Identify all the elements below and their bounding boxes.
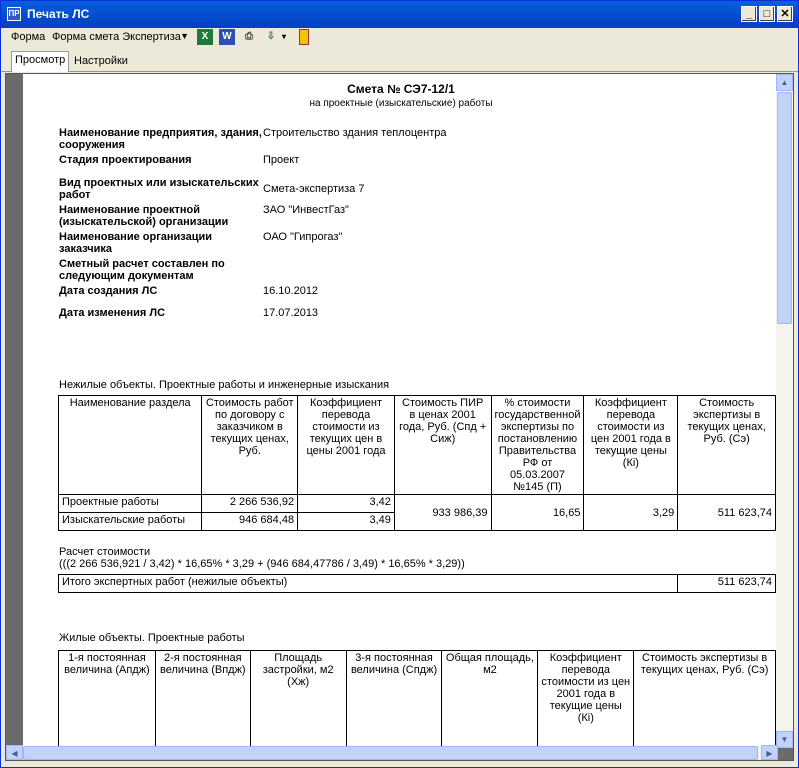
excel-icon[interactable]: X [197, 29, 213, 45]
total-table [58, 574, 776, 593]
nonresidential-table [58, 395, 776, 531]
col-header: Общая площадь, м2 [442, 651, 538, 749]
exit-icon[interactable] [299, 29, 309, 45]
scroll-left-icon[interactable]: ◀ [6, 745, 23, 760]
field-label-stage: Стадия проектирования [59, 154, 192, 166]
row-cost: 946 684,48 [202, 513, 298, 531]
field-value-customer: ОАО "Гипрогаз" [263, 231, 343, 243]
col-header: 2-я постоянная величина (Впдж) [155, 651, 250, 749]
field-value-designer: ЗАО "ИнвестГаз" [263, 204, 349, 216]
expertise-value: 511 623,74 [678, 495, 776, 531]
tab-bar [1, 50, 798, 72]
field-label-designer: Наименование проектной (изыскательской) организации [59, 204, 229, 228]
col-header: Коэффициент перевода стоимости из цен 2001 года в текущие цены (Кі) [538, 651, 634, 749]
total-value: 511 623,74 [678, 575, 776, 593]
export-dropdown-icon[interactable]: ▾ [281, 32, 286, 41]
col-header: Стоимость экспертизы в текущих ценах, Руб. (Сэ) [678, 396, 776, 495]
export-icon[interactable]: ⇩ [266, 31, 276, 42]
field-label-kind: Вид проектных или изыскательских работ [59, 177, 259, 201]
col-header: 3-я постоянная величина (Спдж) [346, 651, 442, 749]
ki-value: 3,29 [584, 495, 678, 531]
col-header: Коэффициент перевода стоимости из цен 2001 года в текущие цены (Кі) [584, 396, 678, 495]
section1-title: Нежилые объекты. Проектные работы и инженерные изыскания [59, 379, 390, 391]
vertical-scroll-thumb[interactable] [777, 92, 792, 324]
col-header: % стоимости государственной экспертизы по постановлению Правительства РФ от 05.03.2007 №145 (П) [491, 396, 584, 495]
menu-form[interactable]: Форма [11, 31, 46, 43]
tab-preview[interactable]: Просмотр [11, 51, 69, 72]
col-header: Коэффициент перевода стоимости из текущих цен в цены 2001 года [298, 396, 395, 495]
document-page [23, 74, 779, 748]
field-value-modified: 17.07.2013 [263, 307, 319, 319]
scroll-right-icon[interactable]: ▶ [761, 745, 778, 760]
col-header: Площадь застройки, м2 (Хж) [250, 651, 346, 749]
form-combo-value: Форма смета Экспертиза [52, 31, 181, 43]
doc-title: Смета № СЭ7-12/1 [347, 82, 455, 96]
word-icon[interactable]: W [219, 29, 235, 45]
row-name: Проектные работы [59, 495, 202, 513]
row-name: Изыскательские работы [59, 513, 202, 531]
scroll-down-icon[interactable]: ▼ [776, 731, 793, 748]
vertical-scrollbar[interactable] [776, 74, 793, 748]
preview-frame [5, 73, 794, 761]
row-cost: 2 266 536,92 [202, 495, 298, 513]
residential-table [58, 650, 776, 748]
window-title: Печать ЛС [27, 7, 90, 21]
calc-formula: (((2 266 536,921 / 3,42) * 16,65% * 3,29 + (946 684,47786 / 3,49) * 16,65% * 3,29)) [59, 558, 465, 570]
app-icon: ПР [7, 7, 21, 21]
close-button[interactable]: ✕ [777, 6, 793, 22]
doc-subtitle: на проектные (изыскательские) работы [309, 98, 493, 109]
field-value-created: 16.10.2012 [263, 285, 319, 297]
horizontal-scrollbar[interactable] [6, 746, 778, 760]
col-header: Наименование раздела [59, 396, 202, 495]
field-value-object: Строительство здания теплоцентра [263, 127, 447, 139]
printer-icon[interactable]: ⎙ [245, 31, 253, 42]
title-bar[interactable] [1, 1, 798, 28]
field-label-modified: Дата изменения ЛС [59, 307, 166, 319]
row-coef: 3,49 [298, 513, 395, 531]
tab-settings[interactable]: Настройки [74, 55, 128, 67]
pir-cost: 933 986,39 [394, 495, 491, 531]
col-header: Стоимость экспертизы в текущих ценах, Руб. (Сэ) [634, 651, 776, 749]
form-combo[interactable] [49, 28, 192, 46]
field-value-kind: Смета-экспертиза 7 [263, 183, 365, 195]
row-coef: 3,42 [298, 495, 395, 513]
table-row [59, 495, 776, 513]
scroll-up-icon[interactable]: ▲ [776, 74, 793, 91]
maximize-button[interactable]: □ [759, 6, 775, 22]
field-label-customer: Наименование организации заказчика [59, 231, 213, 255]
total-label: Итого экспертных работ (нежилые объекты) [59, 575, 678, 593]
field-value-stage: Проект [263, 154, 300, 166]
chevron-down-icon: ▼ [180, 31, 189, 41]
horizontal-scroll-thumb[interactable] [23, 746, 758, 760]
calc-label: Расчет стоимости [59, 546, 151, 558]
col-header: Стоимость ПИР в ценах 2001 года, Руб. (Спд + Сиж) [394, 396, 491, 495]
section2-title: Жилые объекты. Проектные работы [59, 632, 245, 644]
field-label-created: Дата создания ЛС [59, 285, 158, 297]
percent-value: 16,65 [491, 495, 584, 531]
field-label-object: Наименование предприятия, здания, сооружения [59, 127, 262, 151]
col-header: 1-я постоянная величина (Апдж) [59, 651, 156, 749]
field-label-documents: Сметный расчет составлен по следующим документам [59, 258, 225, 282]
col-header: Стоимость работ по договору с заказчиком в текущих ценах, Руб. [202, 396, 298, 495]
minimize-button[interactable]: _ [741, 6, 757, 22]
